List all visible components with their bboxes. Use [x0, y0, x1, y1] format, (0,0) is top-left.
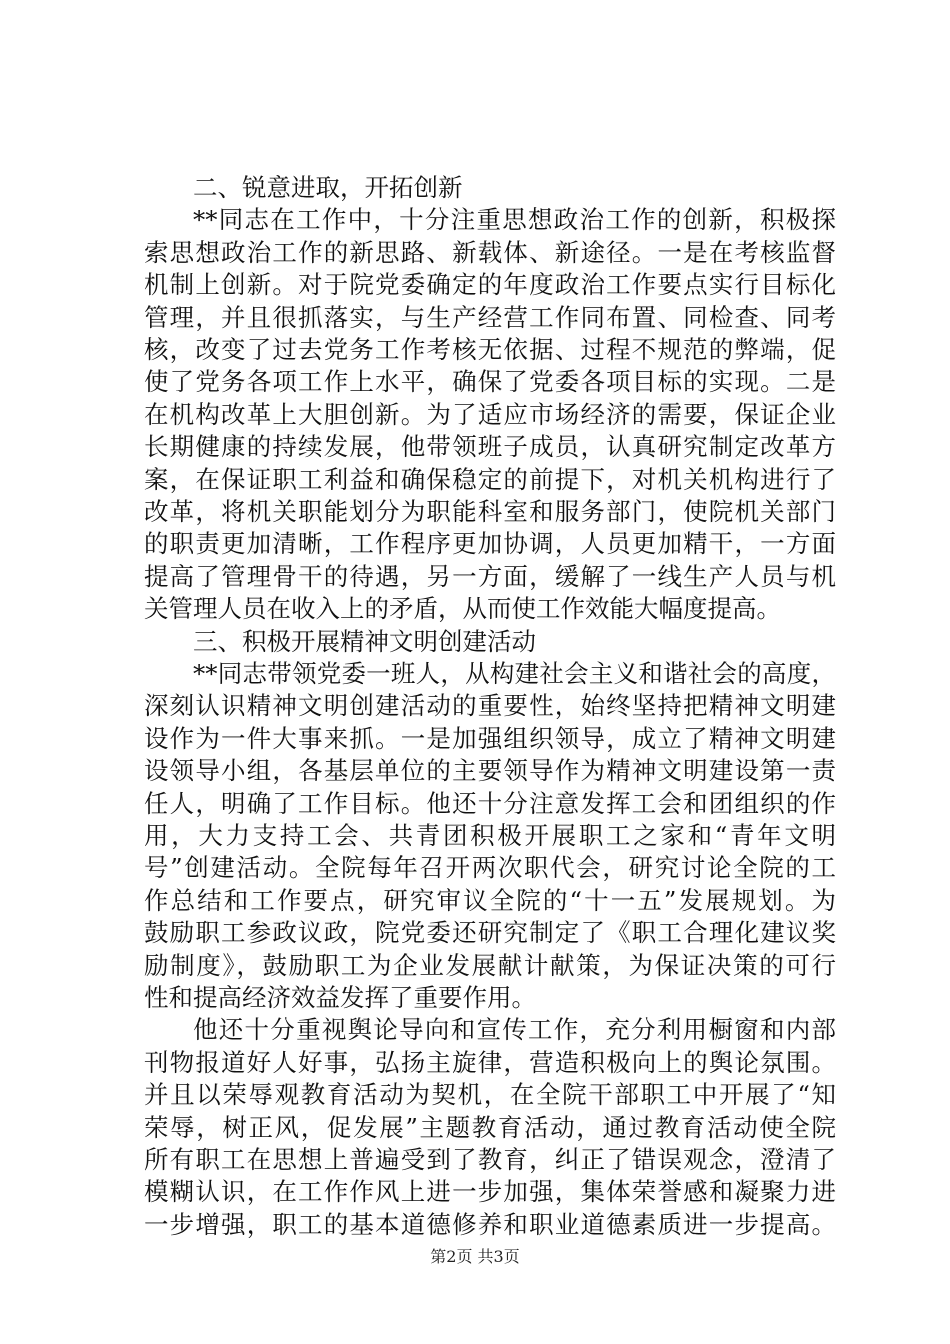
paragraph-line: 作总结和工作要点，研究审议全院的“十一五”发展规划。为	[144, 885, 836, 915]
paragraph-line: 长期健康的持续发展，他带领班子成员，认真研究制定改革方	[144, 432, 836, 462]
paragraph-line: 任人，明确了工作目标。他还十分注意发挥工会和团组织的作	[144, 788, 836, 818]
paragraph-line: 在机构改革上大胆创新。为了适应市场经济的需要，保证企业	[144, 399, 836, 429]
paragraph-line: 荣辱，树正风，促发展”主题教育活动，通过教育活动使全院	[144, 1112, 836, 1142]
paragraph-line: 他还十分重视舆论导向和宣传工作，充分利用橱窗和内部	[193, 1015, 836, 1045]
paragraph-line: **同志在工作中，十分注重思想政治工作的创新，积极探	[193, 205, 836, 235]
paragraph-line: 用，大力支持工会、共青团积极开展职工之家和“青年文明	[144, 821, 836, 850]
paragraph-line: 的职责更加清晰，工作程序更加协调，人员更加精干，一方面	[144, 529, 836, 559]
paragraph-line: 机制上创新。对于院党委确定的年度政治工作要点实行目标化	[144, 270, 836, 300]
paragraph-line: 一步增强，职工的基本道德修养和职业道德素质进一步提高。	[144, 1209, 836, 1239]
paragraph-line: 管理，并且很抓落实，与生产经营工作同布置、同检查、同考	[144, 302, 836, 332]
paragraph-line: 号”创建活动。全院每年召开两次职代会，研究讨论全院的工	[144, 853, 836, 883]
paragraph-line: 鼓励职工参政议政，院党委还研究制定了《职工合理化建议奖	[144, 918, 836, 948]
paragraph-line: 提高了管理骨干的待遇，另一方面，缓解了一线生产人员与机	[144, 561, 836, 591]
paragraph-line: 改革，将机关职能划分为职能科室和服务部门，使院机关部门	[144, 497, 836, 526]
paragraph-line: 设作为一件大事来抓。一是加强组织领导，成立了精神文明建	[144, 723, 836, 753]
paragraph-line: 设领导小组，各基层单位的主要领导作为精神文明建设第一责	[144, 756, 836, 786]
paragraph-line: 刊物报道好人好事，弘扬主旋律，营造积极向上的舆论氛围。	[144, 1047, 836, 1077]
heading-section-3: 三、积极开展精神文明创建活动	[193, 626, 536, 656]
paragraph-line: 案，在保证职工利益和确保稳定的前提下，对机关机构进行了	[144, 464, 836, 494]
paragraph-line: 励制度》，鼓励职工为企业发展献计献策，为保证决策的可行	[144, 950, 836, 980]
paragraph-line: **同志带领党委一班人，从构建社会主义和谐社会的高度，	[193, 659, 836, 688]
paragraph-line: 关管理人员在收入上的矛盾，从而使工作效能大幅度提高。	[144, 594, 781, 624]
paragraph-line: 深刻认识精神文明创建活动的重要性，始终坚持把精神文明建	[144, 691, 836, 721]
paragraph-line: 索思想政治工作的新思路、新载体、新途径。一是在考核监督	[144, 237, 836, 267]
page-footer: 第2页 共3页	[430, 1247, 520, 1266]
paragraph-line: 使了党务各项工作上水平，确保了党委各项目标的实现。二是	[144, 367, 836, 397]
paragraph-line: 核，改变了过去党务工作考核无依据、过程不规范的弊端，促	[144, 335, 836, 364]
paragraph-line: 并且以荣辱观教育活动为契机，在全院干部职工中开展了“知	[144, 1080, 836, 1110]
heading-section-2: 二、锐意进取，开拓创新	[193, 173, 463, 202]
paragraph-line: 所有职工在思想上普遍受到了教育，纠正了错误观念，澄清了	[144, 1145, 836, 1174]
paragraph-line: 性和提高经济效益发挥了重要作用。	[144, 983, 536, 1012]
paragraph-line: 模糊认识，在工作作风上进一步加强，集体荣誉感和凝聚力进	[144, 1177, 836, 1207]
